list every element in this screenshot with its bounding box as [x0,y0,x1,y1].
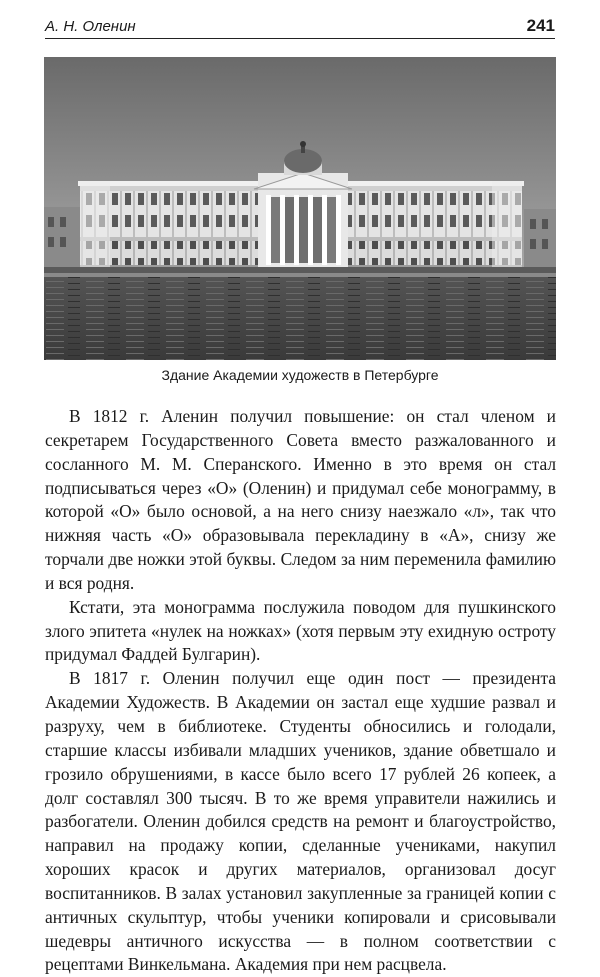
paragraph: В 1817 г. Оленин получил еще один пост — президента Академии Художеств. В Академии он застал еще худшие развал и разруху, чем в библиотеке. Студенты обносились и голодали, старшие классы избивали младших учеников, здание обветшало и грозило обрушениями, в кассе было всего 17 рублей 26 копеек, а долг составлял 300 тысяч. В то же время управители нажились и разбогатели. Оленин добился средств на ремонт и благоустройство, направил на продажу копии, сделанные учениками, накупил хороших красок и других материалов, организовал досуг воспитанников. В залах установил закупленные за границей копии с античных скульптур, чтобы ученики копировали и срисовывали шедевры античного искусства — в полном соответствии с рецептами Винкельмана. Академия при нем расцвела. [45,668,556,975]
paragraph: В 1812 г. Аленин получил повышение: он стал членом и секретарем Государственного Совета вместо разжалованного и сосланного М. М. Сперанского. Именно в это время он стал подписываться через «О» (Оленин) и придумал себе монограмму, в которой «О» было основой, а на него снизу наезжало «л», так что нижняя часть «О» образовывала перекладину в «А», снизу же торчали две ножки этой буквы. Следом за ним переменила фамилию и вся родня. [45,406,556,593]
academy-building-photo [44,57,556,360]
running-header [45,14,555,39]
page-number: 241 [526,16,555,35]
running-header-author: А. Н. Оленин [45,18,136,35]
body-text [45,405,556,977]
photo-illustration [44,57,556,360]
figure-caption: Здание Академии художеств в Петербурге [161,367,439,383]
paragraph: Кстати, эта монограмма послужила поводом для пушкинского злого эпитета «нулек на ножках» (хотя первым эту ехидную остроту придумал Фаддей Булгарин). [45,596,556,665]
